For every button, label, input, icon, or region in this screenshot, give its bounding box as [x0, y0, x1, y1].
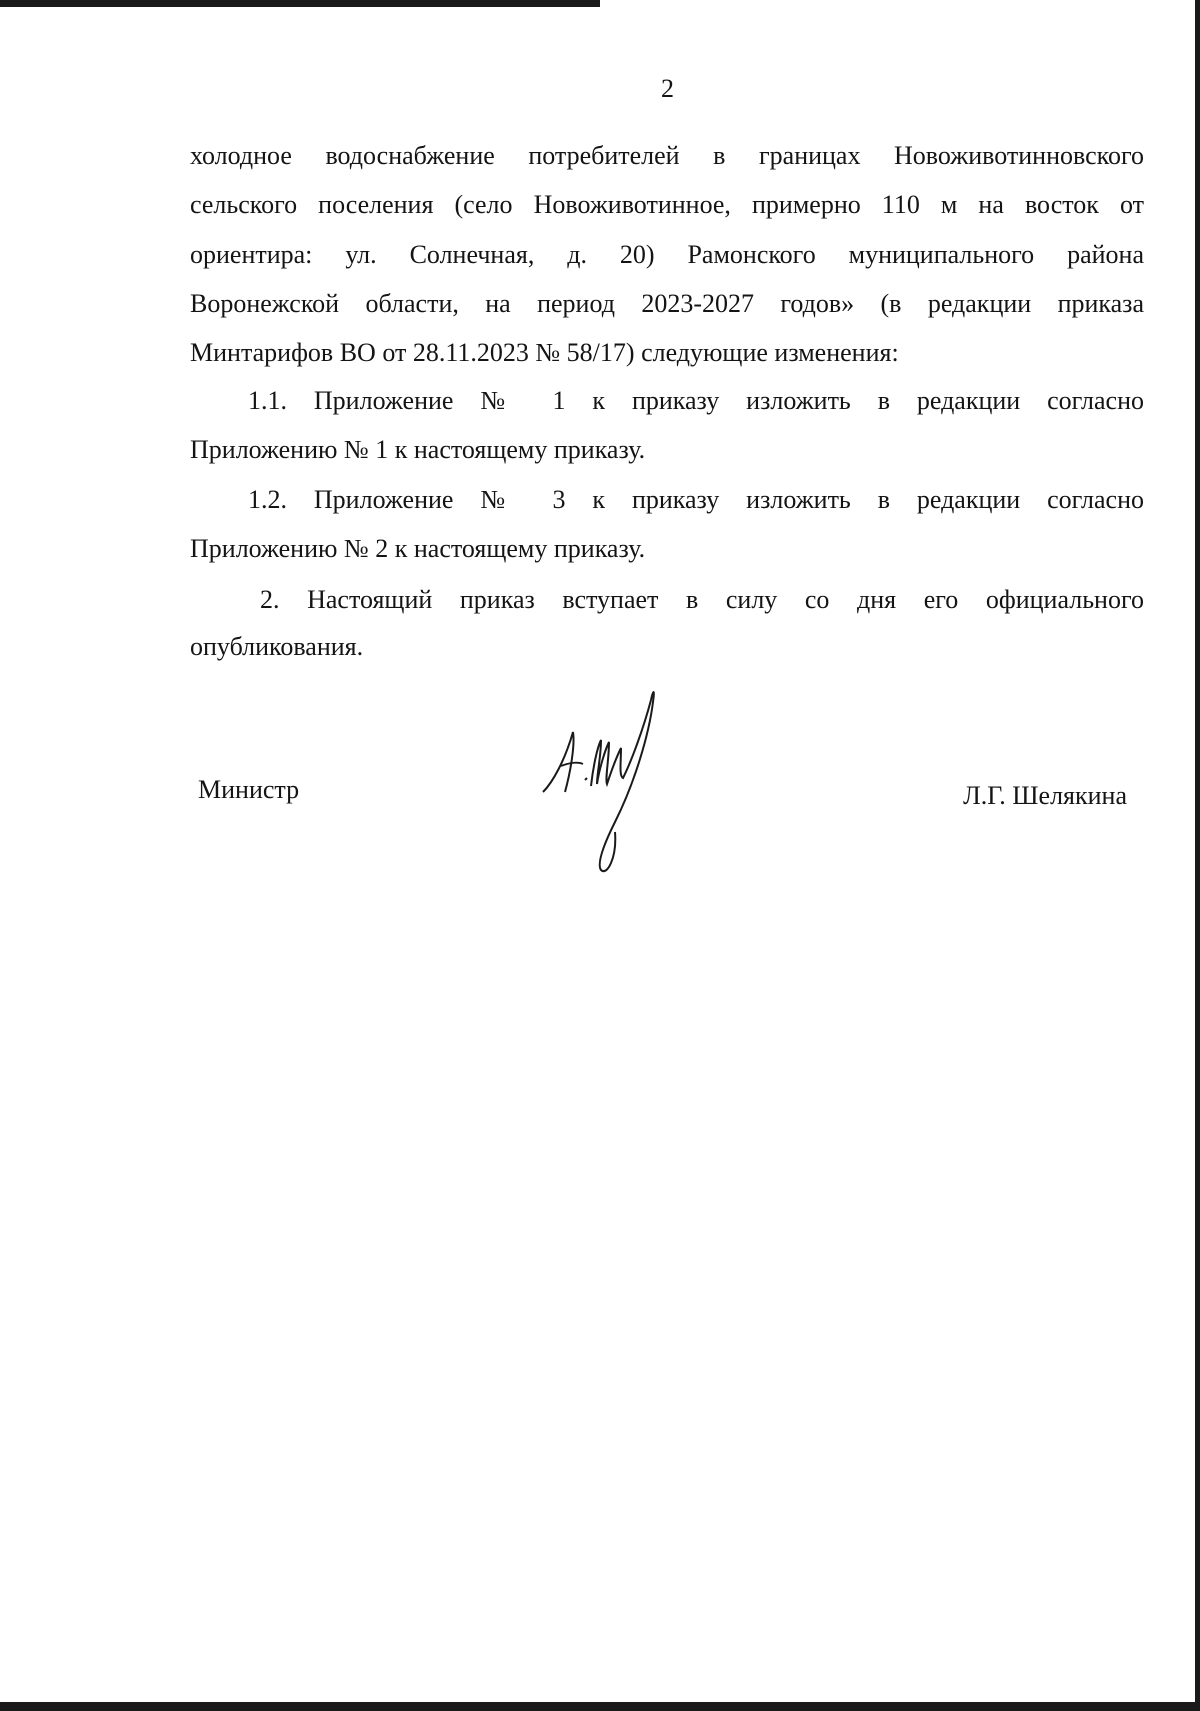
- item-line: 1.2. Приложение № 3 к приказу изложить в редакции согласно: [248, 485, 1144, 514]
- item-line: 2. Настоящий приказ вступает в силу со дня его официального: [260, 585, 1144, 614]
- page-number: 2: [661, 74, 674, 103]
- signer-role: Министр: [198, 775, 300, 804]
- item-line: 1.1. Приложение № 1 к приказу изложить в редакции согласно: [248, 386, 1144, 415]
- scan-edge-right: [1195, 0, 1200, 1711]
- signer-name: Л.Г. Шелякина: [963, 781, 1127, 810]
- paragraph-line: Воронежской области, на период 2023-2027 годов» (в редакции приказа: [190, 289, 1144, 318]
- scan-edge-top: [0, 0, 600, 7]
- scan-edge-bottom: [0, 1702, 1200, 1711]
- paragraph-line: ориентира: ул. Солнечная, д. 20) Рамонского муниципального района: [190, 240, 1144, 269]
- paragraph-line: сельского поселения (село Новоживотинное, примерно 110 м на восток от: [190, 190, 1144, 219]
- paragraph-line: холодное водоснабжение потребителей в границах Новоживотинновского: [190, 141, 1144, 170]
- handwritten-signature: [535, 682, 695, 882]
- paragraph-line: Минтарифов ВО от 28.11.2023 № 58/17) следующие изменения:: [190, 338, 899, 367]
- item-line: Приложению № 1 к настоящему приказу.: [190, 435, 646, 464]
- item-line: Приложению № 2 к настоящему приказу.: [190, 534, 646, 563]
- item-line: опубликования.: [190, 632, 364, 661]
